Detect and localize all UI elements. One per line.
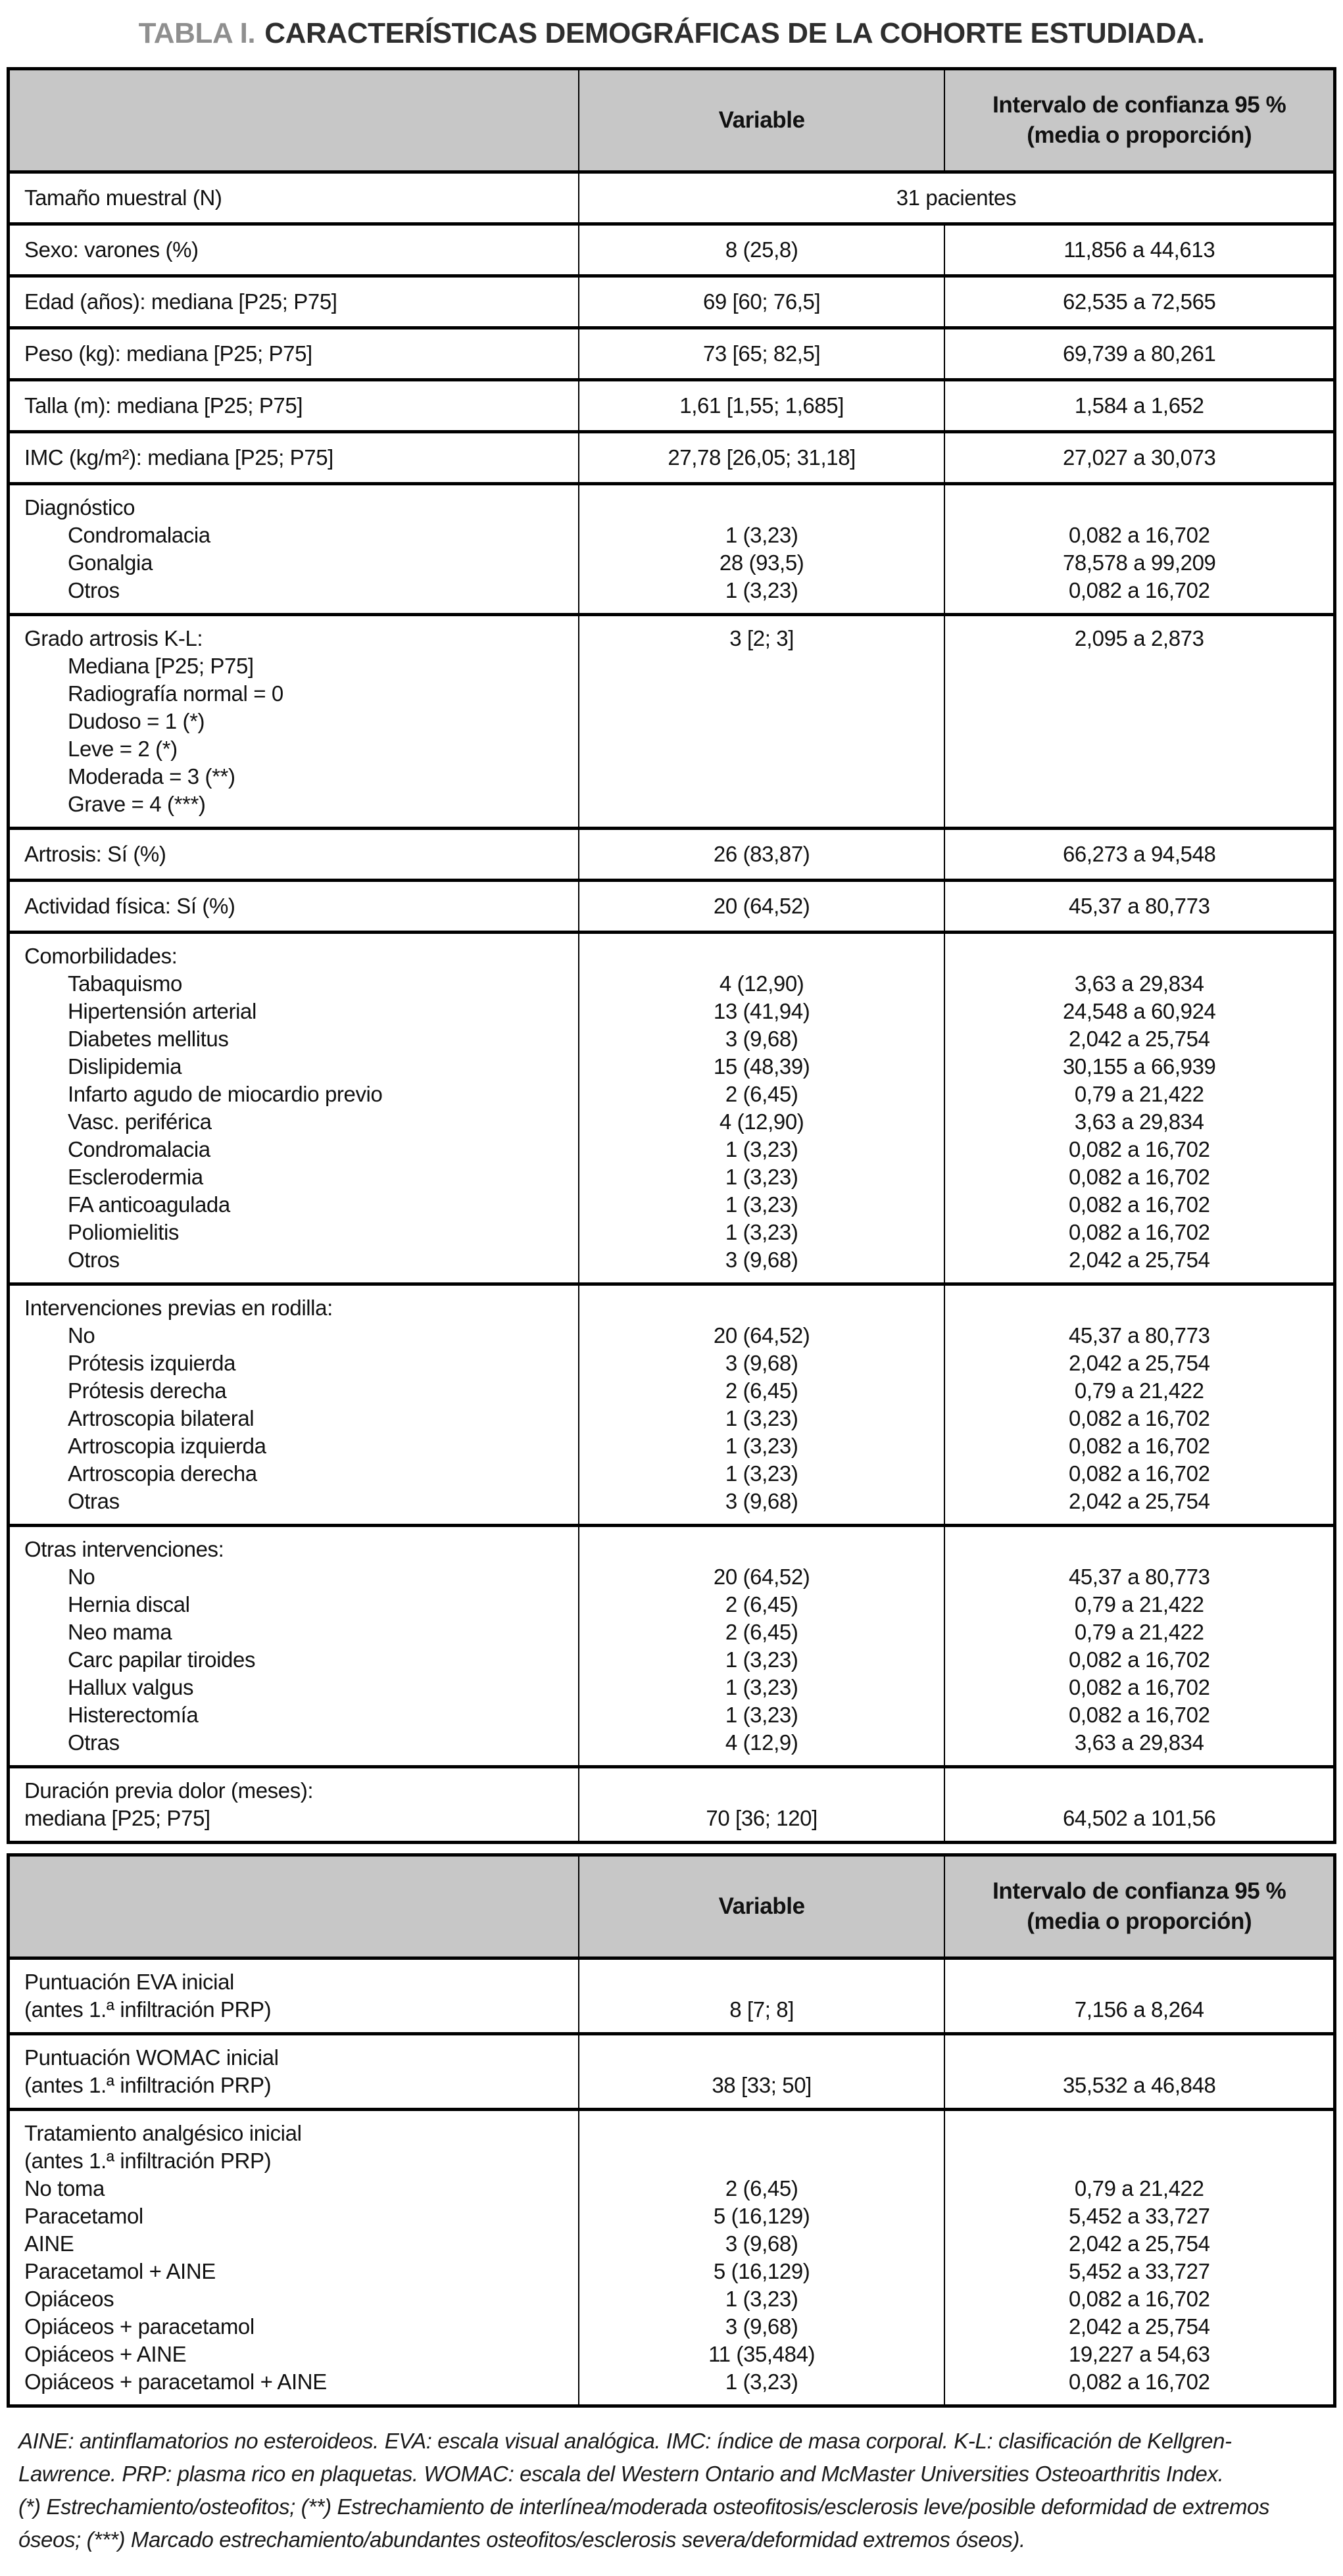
row-line: 8 [7; 8] [729,1997,794,2022]
cell-label [9,829,579,881]
row-line: 2 (6,45) [725,1378,798,1403]
row-line: 1 (3,23) [725,1192,798,1217]
row-line: Comorbilidades: [24,944,178,968]
row-line [583,680,940,708]
table-title-text: CARACTERÍSTICAS DEMOGRÁFICAS DE LA COHORTE ESTUDIADA. [264,17,1205,49]
row-line: 2,095 a 2,873 [1074,626,1204,650]
row-line: 1 (3,23) [725,1703,798,1727]
row-line [949,942,1329,970]
header-ci-line2: (media o proporción) [1027,122,1252,148]
row-line: Tamaño muestral (N) [24,185,222,210]
table-row [9,1767,1335,1843]
row-line: Opiáceos [24,2287,114,2311]
row-line: 38 [33; 50] [712,2073,812,2097]
table-2-body [9,1958,1335,2406]
row-line: 5,452 a 33,727 [1068,2259,1210,2283]
cell-label [9,1284,579,1526]
cell-variable-value [579,829,945,881]
row-line: 8 (25,8) [725,237,798,262]
cell-confidence-interval [944,829,1334,881]
row-line: FA anticoagulada [68,1192,230,1217]
row-line: Paracetamol [24,2204,143,2228]
row-line: mediana [P25; P75] [24,1806,210,1830]
row-line: 4 (12,9) [725,1730,798,1755]
cell-variable-value [579,2110,945,2406]
cell-span-value [579,172,1335,224]
row-line: 3,63 a 29,834 [1074,1730,1204,1755]
cell-variable-value [579,933,945,1284]
row-line [949,708,1329,735]
footnotes [18,2425,1325,2556]
row-line: 45,37 a 80,773 [1068,1565,1210,1589]
row-line: 0,082 a 16,702 [1068,1165,1210,1189]
row-line: 28 (93,5) [719,550,804,575]
row-line: 0,79 a 21,422 [1074,1592,1204,1616]
row-line: 1,61 [1,55; 1,685] [679,393,844,418]
table-row [9,432,1335,484]
cell-label [9,432,579,484]
row-line: Intervenciones previas en rodilla: [24,1296,333,1320]
table-row [9,1958,1335,2034]
cell-label [9,380,579,432]
demographics-table-1 [7,67,1336,1844]
header-ci-line1: Intervalo de confianza 95 % [992,1878,1286,1904]
row-line [949,652,1329,680]
row-line: 3 (9,68) [725,1489,798,1513]
table-row [9,829,1335,881]
row-line: Gonalgia [68,550,153,575]
cell-label [9,1958,579,2034]
cell-label [9,276,579,328]
row-line: 2,042 a 25,754 [1068,2314,1210,2339]
row-line: 0,082 a 16,702 [1068,1675,1210,1699]
row-line: 1 (3,23) [725,1220,798,1244]
row-line: Otros [68,578,120,602]
row-line: Hallux valgus [68,1675,194,1699]
row-line: 0,082 a 16,702 [1068,2287,1210,2311]
row-line: 1 (3,23) [725,1461,798,1486]
cell-confidence-interval [944,615,1334,829]
row-line: 0,082 a 16,702 [1068,1647,1210,1672]
header-empty-cell [9,69,579,172]
row-line [583,708,940,735]
row-line: Prótesis derecha [68,1378,227,1403]
table-row [9,1284,1335,1526]
row-line [583,1294,940,1322]
row-line: Diagnóstico [24,495,135,520]
row-line: 62,535 a 72,565 [1062,289,1216,314]
row-line: 1 (3,23) [725,1434,798,1458]
row-line: No [68,1565,95,1589]
row-line [583,1536,940,1563]
row-line: 20 (64,52) [713,1323,810,1348]
cell-confidence-interval [944,328,1334,380]
row-line [949,494,1329,522]
row-line: 2 (6,45) [725,1620,798,1644]
row-line: Condromalacia [68,523,210,547]
cell-label [9,2034,579,2110]
header-ci-line2: (media o proporción) [1027,1908,1252,1934]
row-line: Vasc. periférica [68,1109,212,1134]
row-line: 2,042 a 25,754 [1068,1248,1210,1272]
row-line: 7,156 a 8,264 [1074,1997,1204,2022]
row-line [583,2044,940,2072]
cell-variable-value [579,1284,945,1526]
header-variable: Variable [579,1855,945,1958]
table-row [9,881,1335,933]
header-empty-cell [9,1855,579,1958]
row-line: 0,79 a 21,422 [1074,1378,1204,1403]
cell-confidence-interval [944,1767,1334,1843]
row-line: 0,082 a 16,702 [1068,2369,1210,2394]
row-line: 2,042 a 25,754 [1068,1027,1210,1051]
row-line: Grado artrosis K-L: [24,626,203,650]
header-confidence-interval [944,69,1334,172]
header-row [9,69,1335,172]
cell-label [9,933,579,1284]
row-line: Diabetes mellitus [68,1027,229,1051]
cell-variable-value [579,1958,945,2034]
row-line: 11 (35,484) [708,2342,816,2366]
row-line: Carc papilar tiroides [68,1647,256,1672]
row-line: 45,37 a 80,773 [1068,894,1210,918]
row-line: AINE [24,2231,74,2256]
row-line: (antes 1.ª infiltración PRP) [24,2073,272,2097]
row-line: Infarto agudo de miocardio previo [68,1082,383,1106]
row-line: Otras [68,1730,120,1755]
cell-variable-value [579,276,945,328]
row-line: Otras intervenciones: [24,1537,224,1561]
row-line [949,763,1329,790]
row-line [949,2147,1329,2175]
row-line: (antes 1.ª infiltración PRP) [24,2149,272,2173]
table-row [9,484,1335,615]
row-line: 70 [36; 120] [706,1806,818,1830]
row-line: 2,042 a 25,754 [1068,1351,1210,1375]
row-line: 1,584 a 1,652 [1074,393,1204,418]
table-row [9,380,1335,432]
row-line [949,1968,1329,1996]
row-line: 1 (3,23) [725,523,798,547]
row-line: 0,082 a 16,702 [1068,578,1210,602]
row-line: 2 (6,45) [725,1592,798,1616]
cell-variable-value [579,1526,945,1767]
row-line: Edad (años): mediana [P25; P75] [24,289,337,314]
row-line: Esclerodermia [68,1165,203,1189]
row-line: No toma [24,2176,105,2200]
row-line: 5 (16,129) [713,2259,810,2283]
row-line: 45,37 a 80,773 [1068,1323,1210,1348]
cell-confidence-interval [944,484,1334,615]
table-row [9,1526,1335,1767]
footnote-abbreviations: AINE: antinflamatorios no esteroideos. EVA: escala visual analógica. IMC: índice de masa corporal. K-L: clasificación de Kellgren-Lawrence. PRP: plasma rico en plaquetas. WOMAC: escala del Western Ontario and McMaster Universities Osteoarthritis Index. [18,2429,1232,2486]
row-line: 1 (3,23) [725,1137,798,1161]
row-line: Actividad física: Sí (%) [24,894,235,918]
row-line: 0,082 a 16,702 [1068,523,1210,547]
cell-variable-value [579,380,945,432]
row-line: 20 (64,52) [713,1565,810,1589]
row-line: Artroscopia derecha [68,1461,257,1486]
row-line: 0,082 a 16,702 [1068,1137,1210,1161]
row-line: 0,082 a 16,702 [1068,1406,1210,1430]
row-line [949,2044,1329,2072]
row-line: Otras [68,1489,120,1513]
footnote-asterisks: (*) Estrechamiento/osteofitos; (**) Estrechamiento de interlínea/moderada osteofitosis/esclerosis leve/posible deformidad de extremos óseos; (***) Marcado estrechamiento/abundantes osteofitos/esclerosis severa/deformidad extremos óseos). [18,2494,1270,2552]
row-line: 27,78 [26,05; 31,18] [668,445,856,470]
row-line: 1 (3,23) [725,1406,798,1430]
row-line: 69 [60; 76,5] [702,289,821,314]
row-line: 2,042 a 25,754 [1068,2231,1210,2256]
cell-confidence-interval [944,1958,1334,2034]
row-line: Tratamiento analgésico inicial [24,2121,302,2145]
table-row [9,172,1335,224]
row-line: 5,452 a 33,727 [1068,2204,1210,2228]
row-line: Dudoso = 1 (*) [68,709,205,733]
cell-label [9,881,579,933]
row-line [949,1294,1329,1322]
table-title-number: TABLA I. [138,17,256,49]
row-line: Puntuación WOMAC inicial [24,2045,279,2070]
row-line [583,1968,940,1996]
cell-confidence-interval [944,2110,1334,2406]
row-line: 19,227 a 54,63 [1068,2342,1210,2366]
row-line: 24,548 a 60,924 [1062,999,1216,1023]
table-row [9,615,1335,829]
table-row [9,328,1335,380]
header-confidence-interval [944,1855,1334,1958]
cell-confidence-interval [944,1526,1334,1767]
row-line: Peso (kg): mediana [P25; P75] [24,341,312,366]
row-line: 0,082 a 16,702 [1068,1192,1210,1217]
cell-label [9,2110,579,2406]
row-line: 2,042 a 25,754 [1068,1489,1210,1513]
row-line: Condromalacia [68,1137,210,1161]
row-line: (antes 1.ª infiltración PRP) [24,1997,272,2022]
row-line: 13 (41,94) [713,999,810,1023]
row-line: Paracetamol + AINE [24,2259,216,2283]
row-line: Tabaquismo [68,971,182,996]
row-line: 3 (9,68) [725,1027,798,1051]
row-line: 3 (9,68) [725,2314,798,2339]
cell-variable-value [579,2034,945,2110]
row-line: 1 (3,23) [725,578,798,602]
row-line: Artroscopia bilateral [68,1406,255,1430]
row-line: 35,532 a 46,848 [1062,2073,1216,2097]
row-line: 1 (3,23) [725,2287,798,2311]
cell-label [9,328,579,380]
row-line: 73 [65; 82,5] [702,341,821,366]
table-row [9,933,1335,1284]
row-line: 0,082 a 16,702 [1068,1434,1210,1458]
table-row [9,2110,1335,2406]
row-line: 1 (3,23) [725,1165,798,1189]
demographics-table-2 [7,1853,1336,2408]
cell-confidence-interval [944,2034,1334,2110]
row-line: 3,63 a 29,834 [1074,1109,1204,1134]
row-line: Talla (m): mediana [P25; P75] [24,393,303,418]
cell-confidence-interval [944,933,1334,1284]
cell-label [9,1526,579,1767]
row-line: Poliomielitis [68,1220,180,1244]
row-line [583,494,940,522]
row-line: 4 (12,90) [719,971,804,996]
cell-variable-value [579,1767,945,1843]
row-line [583,735,940,763]
cell-confidence-interval [944,881,1334,933]
row-line: 78,578 a 99,209 [1062,550,1216,575]
row-line: 5 (16,129) [713,2204,810,2228]
row-line: Duración previa dolor (meses): [24,1778,314,1803]
row-line: Neo mama [68,1620,172,1644]
row-line: 0,082 a 16,702 [1068,1703,1210,1727]
row-line: 3 (9,68) [725,1351,798,1375]
row-line: 0,79 a 21,422 [1074,1082,1204,1106]
row-line: 66,273 a 94,548 [1062,842,1216,866]
row-line: 2 (6,45) [725,2176,798,2200]
row-line: 27,027 a 30,073 [1062,445,1216,470]
table-1-body [9,172,1335,1843]
row-line: 15 (48,39) [713,1054,810,1079]
cell-confidence-interval [944,380,1334,432]
row-line: 64,502 a 101,56 [1062,1806,1216,1830]
row-line: Opiáceos + AINE [24,2342,187,2366]
row-line: Leve = 2 (*) [68,737,178,761]
row-line: 69,739 a 80,261 [1062,341,1216,366]
cell-variable-value [579,328,945,380]
row-line: 0,79 a 21,422 [1074,2176,1204,2200]
row-line: 1 (3,23) [725,1647,798,1672]
row-line: Opiáceos + paracetamol [24,2314,255,2339]
cell-label [9,484,579,615]
row-line [949,1536,1329,1563]
row-line [583,2147,940,2175]
row-line: Radiografía normal = 0 [68,681,283,706]
row-line: 3 (9,68) [725,2231,798,2256]
row-line: 4 (12,90) [719,1109,804,1134]
cell-variable-value [579,484,945,615]
row-line: No [68,1323,95,1348]
table-row [9,2034,1335,2110]
row-line [583,2120,940,2147]
row-line [949,1777,1329,1805]
cell-label [9,172,579,224]
cell-variable-value [579,224,945,276]
row-line [583,1777,940,1805]
row-line: 2 (6,45) [725,1082,798,1106]
row-line: 3 (9,68) [725,1248,798,1272]
row-line: 20 (64,52) [713,894,810,918]
header-row [9,1855,1335,1958]
header-ci-line1: Intervalo de confianza 95 % [992,92,1286,118]
row-line: Hipertensión arterial [68,999,256,1023]
row-line: Moderada = 3 (**) [68,764,235,789]
row-line: Grave = 4 (***) [68,792,206,816]
row-line: Artrosis: Sí (%) [24,842,166,866]
table-row [9,276,1335,328]
row-line [583,763,940,790]
row-line: Sexo: varones (%) [24,237,199,262]
cell-confidence-interval [944,432,1334,484]
row-line: Opiáceos + paracetamol + AINE [24,2369,327,2394]
row-line: Mediana [P25; P75] [68,654,254,678]
row-line: 30,155 a 66,939 [1062,1054,1216,1079]
header-variable: Variable [579,69,945,172]
row-line [949,2120,1329,2147]
cell-variable-value [579,881,945,933]
table-title [7,17,1336,50]
row-line: 31 pacientes [896,185,1017,210]
cell-variable-value [579,432,945,484]
row-line: 0,082 a 16,702 [1068,1220,1210,1244]
row-line: 3,63 a 29,834 [1074,971,1204,996]
row-line [949,790,1329,818]
cell-label [9,615,579,829]
row-line: 3 [2; 3] [729,626,794,650]
row-line: IMC (kg/m²): mediana [P25; P75] [24,445,333,470]
row-line [949,735,1329,763]
row-line: Puntuación EVA inicial [24,1970,234,1994]
row-line: 1 (3,23) [725,1675,798,1699]
cell-label [9,1767,579,1843]
row-line [583,652,940,680]
row-line [949,680,1329,708]
table-row [9,224,1335,276]
cell-confidence-interval [944,276,1334,328]
row-line: Prótesis izquierda [68,1351,236,1375]
row-line: 0,79 a 21,422 [1074,1620,1204,1644]
row-line: 1 (3,23) [725,2369,798,2394]
row-line: 11,856 a 44,613 [1063,237,1215,262]
row-line [583,790,940,818]
cell-variable-value [579,615,945,829]
row-line: 26 (83,87) [713,842,810,866]
row-line: Hernia discal [68,1592,190,1616]
row-line: Artroscopia izquierda [68,1434,266,1458]
cell-label [9,224,579,276]
row-line: Histerectomía [68,1703,199,1727]
row-line [583,942,940,970]
row-line: Dislipidemia [68,1054,182,1079]
row-line: Otros [68,1248,120,1272]
row-line: 0,082 a 16,702 [1068,1461,1210,1486]
cell-confidence-interval [944,1284,1334,1526]
cell-confidence-interval [944,224,1334,276]
